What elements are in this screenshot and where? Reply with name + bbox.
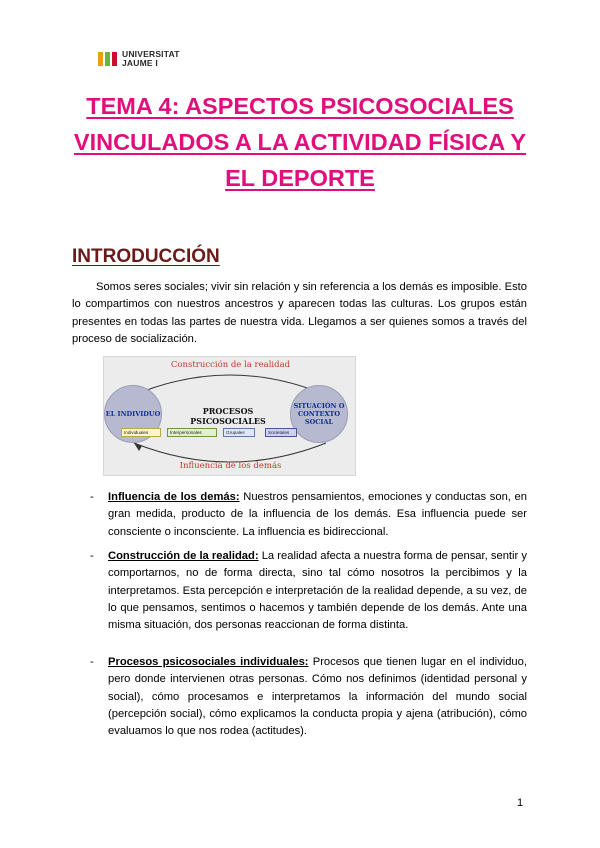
- list-item-body: [108, 489, 527, 541]
- list-item: [90, 489, 527, 541]
- logo-bar-u: [98, 52, 103, 66]
- logo-text: [122, 50, 180, 67]
- logo-bar-j: [105, 52, 110, 66]
- social-context-circle: [290, 385, 348, 443]
- intro-paragraph: Somos seres sociales; vivir sin relación y sin referencia a los demás es imposible. Esto lo compartimos con nuestros ancestros y aparecen todas las culturas. Los grupos están presentes en todas las partes de nuestra vida. Llegamos a ser quienes somos a través del proceso de socialización.: [72, 281, 527, 345]
- list-item: [90, 654, 527, 740]
- list-dash: -: [90, 550, 94, 562]
- top-arrow: [134, 375, 326, 395]
- social-context-circle-label: SITUACIÓN O CONTEXTO SOCIAL: [293, 402, 345, 426]
- process-box: Interpersonales: [167, 428, 217, 437]
- page-number: 1: [517, 797, 524, 809]
- diagram-center-label: PROCESOS PSICOSOCIALES: [190, 406, 266, 426]
- logo-line2: JAUME I: [122, 57, 158, 68]
- document-title: TEMA 4: ASPECTOS PSICOSOCIALES VINCULADOS A LA ACTIVIDAD FÍSICA Y EL DEPORTE: [73, 93, 527, 191]
- list-dash: -: [90, 491, 94, 503]
- item-term: Influencia de los demás:: [108, 491, 240, 503]
- list-item-body: [108, 654, 527, 740]
- item-term: Construcción de la realidad:: [108, 550, 259, 562]
- item-term: Procesos psicosociales individuales:: [108, 656, 309, 668]
- process-boxes: [121, 428, 297, 437]
- logo-bar-i: [112, 52, 117, 66]
- item-text: Procesos que tienen lugar en el individuo, pero donde intervienen otras personas. Cómo nos definimos (identidad personal y social), cómo procesamos e interpretamos la información del mundo social (percepción social), cómo explicamos la conducta propia y ajena (atribución), cómo evaluamos lo que nos rodea (actitudes).: [108, 656, 527, 738]
- list-item: [90, 548, 527, 634]
- process-box: Grupales: [223, 428, 255, 437]
- individual-circle-label: EL INDIVIDUO: [105, 410, 161, 418]
- item-text: La realidad afecta a nuestra forma de pensar, sentir y comportarnos, no de forma directa, sino tal cómo nosotros la percibimos y la interpretamos. Esta percepción e interpretación de la realidad depende, a su vez, de lo que pensamos, sentimos o hacemos y también depende de los demás. Ante una misma situación, dos personas reaccionan de forma distinta.: [108, 550, 527, 632]
- bottom-arrow: [134, 443, 326, 462]
- university-logo: [98, 50, 180, 67]
- uji-logo-mark: [98, 52, 117, 66]
- process-box: Individuales: [121, 428, 161, 437]
- diagram-bottom-label: Influencia de los demás: [179, 461, 282, 471]
- list-dash: -: [90, 656, 94, 668]
- section-heading: INTRODUCCIÓN: [72, 246, 220, 267]
- logo-line1: UNIVERSITAT: [122, 49, 180, 59]
- psychosocial-diagram: [103, 356, 356, 476]
- diagram-top-label: Construcción de la realidad: [170, 360, 291, 370]
- item-text: Nuestros pensamientos, emociones y conductas son, en gran medida, producto de la influencia de los demás. Esa influencia puede ser consciente o inconsciente. La influencia es bidireccional.: [108, 491, 528, 538]
- list-item-body: [108, 548, 527, 634]
- process-box: Societales: [265, 428, 297, 437]
